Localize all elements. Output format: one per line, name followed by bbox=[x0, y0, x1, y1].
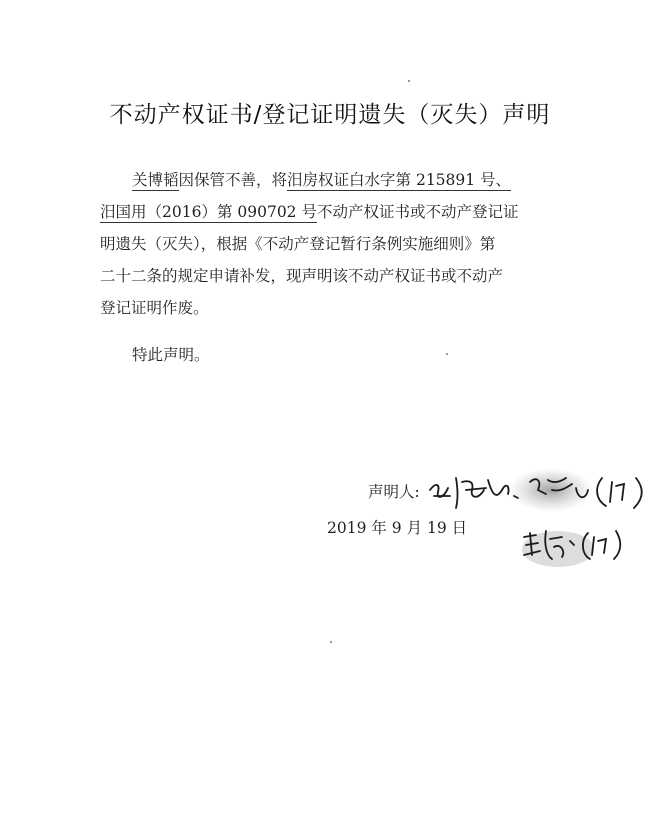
declarant-label: 声明人: bbox=[368, 483, 420, 501]
fingerprint-mark bbox=[509, 468, 593, 512]
statement-paragraph bbox=[100, 164, 570, 324]
owner-name: 关博韬 bbox=[132, 171, 179, 189]
statement-line-2: 汨国用（2016）第 090702 号不动产权证书或不动产登记证 bbox=[100, 203, 519, 221]
handwritten-signature bbox=[426, 460, 656, 516]
statement-date: 2019 年 9 月 19 日 bbox=[327, 519, 468, 537]
certificate-number-1: 汨房权证白水字第 215891 号、 bbox=[287, 171, 512, 189]
statement-line-1: 关博韬因保管不善，将汨房权证白水字第 215891 号、 bbox=[132, 171, 512, 189]
closing-text: 特此声明。 bbox=[132, 346, 210, 364]
page-title: 不动产权证书/登记证明遗失（灭失）声明 bbox=[109, 102, 551, 128]
handwritten-signature-agent bbox=[518, 515, 628, 571]
scan-speck bbox=[446, 353, 448, 355]
statement-line-3: 明遗失（灭失），根据《不动产登记暂行条例实施细则》第 bbox=[100, 235, 496, 253]
certificate-number-2: 汨国用（2016）第 090702 号 bbox=[100, 203, 317, 221]
scan-speck bbox=[408, 80, 410, 82]
statement-line-5: 登记证明作废。 bbox=[100, 299, 209, 317]
statement-line-4: 二十二条的规定申请补发，现声明该不动产权证书或不动产 bbox=[100, 267, 504, 285]
scan-speck bbox=[330, 641, 332, 643]
